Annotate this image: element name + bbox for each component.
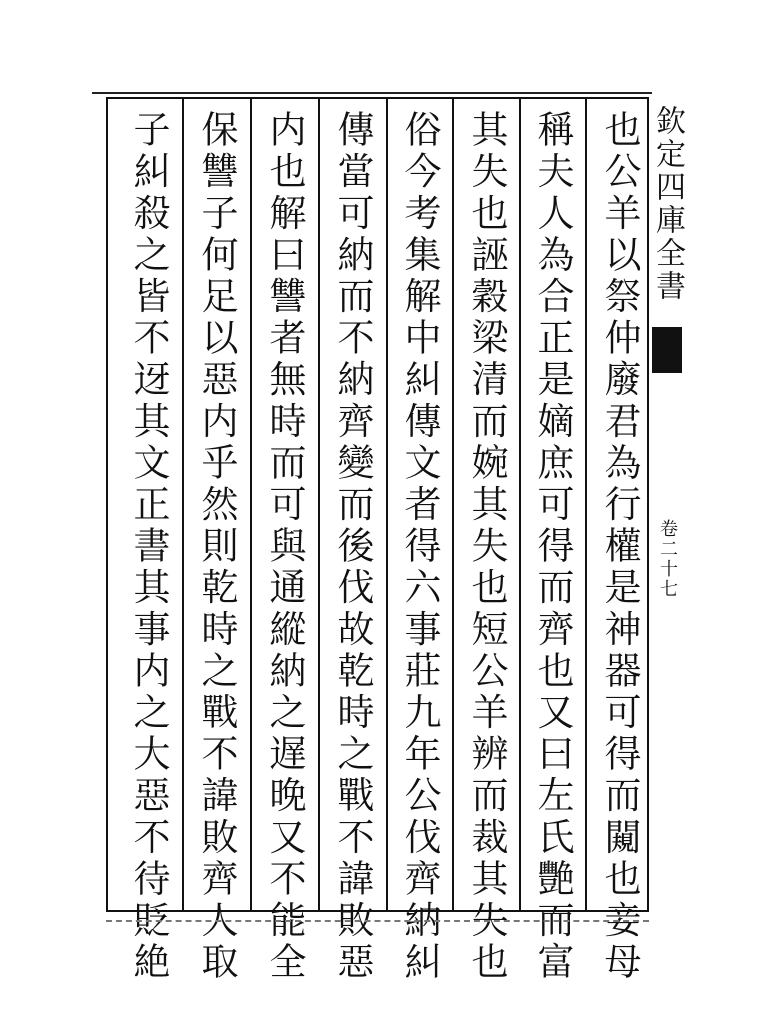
text-column-2 — [522, 110, 582, 984]
column-text: 保讐子何足以惡内乎然則乾時之戰不諱敗齊人取 — [195, 110, 238, 984]
book-title: 欽定四庫全書 — [650, 105, 685, 303]
page-margin — [650, 99, 684, 914]
text-column-4 — [389, 110, 449, 984]
column-text: 傳當可納而不納齊變而後伐故乾時之戰不諱敗惡 — [331, 110, 374, 984]
text-column-7 — [186, 110, 246, 984]
top-rule — [92, 92, 652, 94]
column-rule — [519, 99, 521, 910]
column-text: 子糾殺之皆不迓其文正書其事内之大惡不待貶絶 — [127, 110, 170, 984]
column-text: 也公羊以祭仲廢君為行權是神器可得而闚也妾母 — [598, 110, 641, 984]
text-column-6 — [254, 110, 314, 984]
column-rule — [318, 99, 320, 910]
column-rule — [250, 99, 252, 910]
text-column-5 — [322, 110, 382, 984]
column-rule — [585, 99, 587, 910]
section-marker — [652, 327, 682, 373]
text-column-3 — [456, 110, 516, 984]
column-rule — [386, 99, 388, 910]
text-column-8 — [118, 110, 178, 984]
column-text: 稱夫人為合正是嫡庶可得而齊也又曰左氏艷而富 — [531, 110, 574, 984]
volume-number: 卷二十七 — [657, 519, 678, 599]
text-column-1 — [589, 110, 649, 984]
column-text: 俗今考集解中糾傳文者得六事莊九年公伐齊納糾 — [398, 110, 441, 984]
bottom-rule — [106, 920, 649, 922]
column-text: 其失也誣穀梁清而婉其失也短公羊辨而裁其失也 — [465, 110, 508, 984]
column-rule — [182, 99, 184, 910]
column-rule — [452, 99, 454, 910]
column-text: 内也解曰讐者無時而可與通縱納之遅晚又不能全 — [263, 110, 306, 984]
